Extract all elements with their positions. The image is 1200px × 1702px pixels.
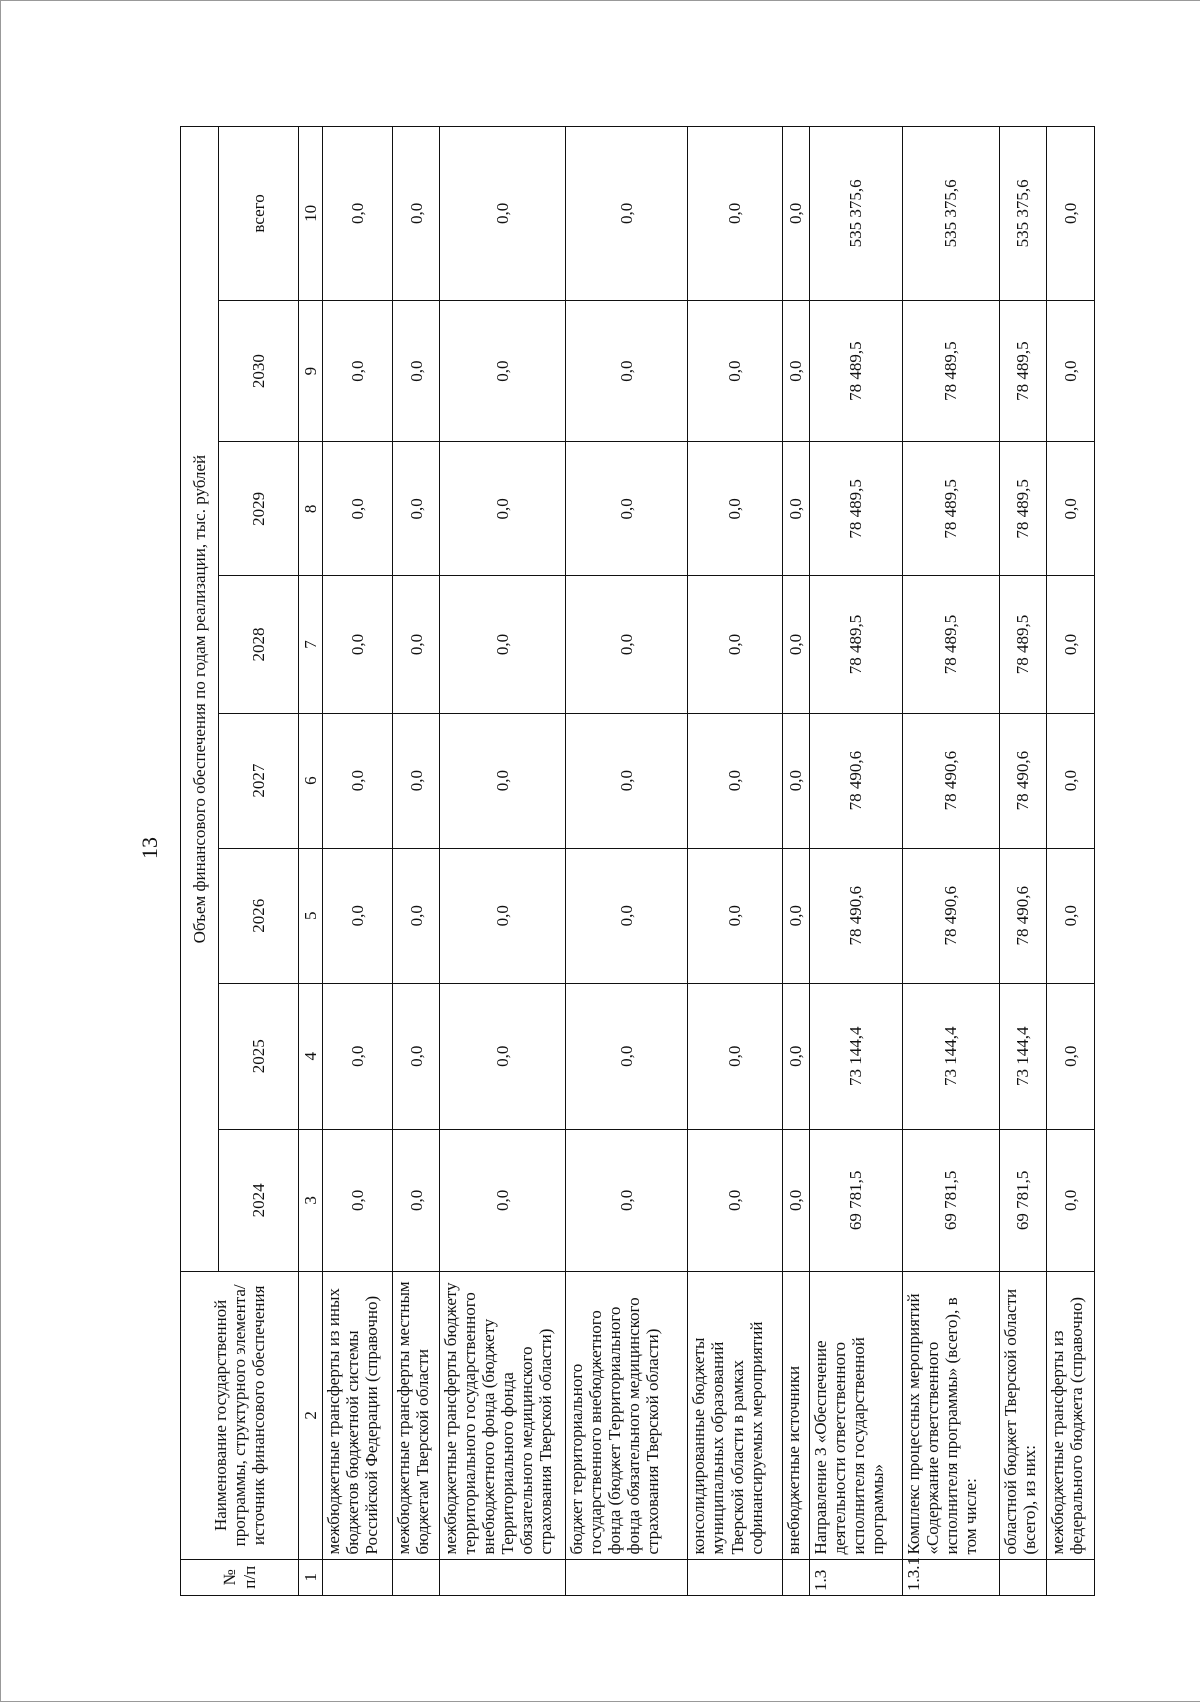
table-row (393, 127, 440, 1596)
cell-value: 0,0 (688, 1129, 782, 1272)
table-row (782, 127, 809, 1596)
cell-value: 0,0 (688, 576, 782, 713)
cell-value: 0,0 (323, 442, 393, 576)
cell-value: 78 490,6 (809, 713, 902, 848)
cell-value: 0,0 (323, 127, 393, 301)
cell-value: 0,0 (688, 300, 782, 442)
cell-value: 78 489,5 (902, 300, 999, 442)
header-year: 2025 (219, 983, 299, 1129)
page-number: 13 (137, 837, 162, 859)
cell-value: 0,0 (1046, 1129, 1094, 1272)
cell-value: 78 490,6 (809, 848, 902, 983)
column-number: 6 (299, 713, 323, 848)
row-name: межбюджетные трансферты из федерального бюджета (справочно) (1046, 1272, 1094, 1559)
cell-value: 535 375,6 (999, 127, 1046, 301)
column-number: 1 (299, 1559, 323, 1595)
cell-value: 0,0 (323, 983, 393, 1129)
cell-value: 0,0 (1046, 576, 1094, 713)
cell-value: 78 489,5 (902, 576, 999, 713)
cell-value: 0,0 (393, 713, 440, 848)
cell-value: 0,0 (440, 713, 566, 848)
header-year: 2024 (219, 1129, 299, 1272)
cell-value: 69 781,5 (809, 1129, 902, 1272)
row-name: консолидированные бюджеты муниципальных образований Тверской области в рамках софинансируемых мероприятий (688, 1272, 782, 1559)
cell-value: 0,0 (323, 576, 393, 713)
row-number (440, 1559, 566, 1595)
row-name: Направление 3 «Обеспечение деятельности ответственного исполнителя государственной программы» (809, 1272, 902, 1559)
cell-value: 0,0 (393, 300, 440, 442)
cell-value: 0,0 (1046, 127, 1094, 301)
rotated-table-container (180, 126, 1095, 1596)
column-number: 2 (299, 1272, 323, 1559)
header-year: 2027 (219, 713, 299, 848)
column-number: 7 (299, 576, 323, 713)
table-row (1046, 127, 1094, 1596)
header-total: всего (219, 127, 299, 301)
cell-value: 0,0 (566, 713, 688, 848)
row-name: межбюджетные трансферты бюджету территориального государственного внебюджетного фонда (бюджету Территориального фонда обязательного медицинского страхования Тверской области) (440, 1272, 566, 1559)
cell-value: 78 489,5 (809, 300, 902, 442)
row-number: 1.3 (809, 1559, 902, 1595)
cell-value: 78 490,6 (999, 848, 1046, 983)
header-name: Наименование государственной программы, структурного элемента/источник финансового обеспечения (181, 1272, 299, 1559)
row-number (999, 1559, 1046, 1595)
cell-value: 0,0 (688, 848, 782, 983)
row-number (1046, 1559, 1094, 1595)
cell-value: 78 490,6 (902, 713, 999, 848)
row-name: бюджет территориального государственного внебюджетного фонда (бюджет Территориального фонда обязательного медицинского страхования Тверской области) (566, 1272, 688, 1559)
cell-value: 0,0 (323, 1129, 393, 1272)
cell-value: 0,0 (782, 1129, 809, 1272)
header-year: 2029 (219, 442, 299, 576)
cell-value: 73 144,4 (999, 983, 1046, 1129)
cell-value: 0,0 (688, 713, 782, 848)
cell-value: 78 490,6 (902, 848, 999, 983)
cell-value: 0,0 (440, 1129, 566, 1272)
cell-value: 78 489,5 (809, 442, 902, 576)
header-year: 2026 (219, 848, 299, 983)
cell-value: 0,0 (323, 300, 393, 442)
cell-value: 0,0 (393, 848, 440, 983)
header-year: 2030 (219, 300, 299, 442)
column-number: 3 (299, 1129, 323, 1272)
row-number: 1.3.1 (902, 1559, 999, 1595)
cell-value: 0,0 (688, 442, 782, 576)
cell-value: 78 489,5 (999, 576, 1046, 713)
row-number (566, 1559, 688, 1595)
cell-value: 0,0 (566, 442, 688, 576)
cell-value: 78 489,5 (809, 576, 902, 713)
cell-value: 0,0 (782, 127, 809, 301)
cell-value: 0,0 (393, 576, 440, 713)
table-row (902, 127, 999, 1596)
cell-value: 73 144,4 (902, 983, 999, 1129)
cell-value: 0,0 (566, 127, 688, 301)
header-year: 2028 (219, 576, 299, 713)
row-name: внебюджетные источники (782, 1272, 809, 1559)
cell-value: 78 489,5 (999, 300, 1046, 442)
scan-edge-top (0, 0, 1200, 1)
row-number (688, 1559, 782, 1595)
cell-value: 0,0 (1046, 442, 1094, 576)
row-name: областной бюджет Тверской области (всего), из них: (999, 1272, 1046, 1559)
table-row (999, 127, 1046, 1596)
cell-value: 69 781,5 (999, 1129, 1046, 1272)
cell-value: 0,0 (688, 127, 782, 301)
cell-value: 0,0 (782, 576, 809, 713)
column-number: 9 (299, 300, 323, 442)
column-number: 8 (299, 442, 323, 576)
cell-value: 0,0 (566, 300, 688, 442)
row-number (393, 1559, 440, 1595)
cell-value: 0,0 (782, 300, 809, 442)
cell-value: 0,0 (782, 442, 809, 576)
cell-value: 0,0 (782, 713, 809, 848)
row-number (323, 1559, 393, 1595)
cell-value: 0,0 (1046, 300, 1094, 442)
scan-edge-left (0, 0, 1, 1702)
header-num: № п/п (181, 1559, 299, 1595)
row-name: межбюджетные трансферты местным бюджетам Тверской области (393, 1272, 440, 1559)
cell-value: 78 489,5 (902, 442, 999, 576)
table-row (809, 127, 902, 1596)
header-volume: Объем финансового обеспечения по годам реализации, тыс. рублей (181, 127, 219, 1272)
table-row (323, 127, 393, 1596)
cell-value: 0,0 (566, 848, 688, 983)
column-number: 4 (299, 983, 323, 1129)
cell-value: 0,0 (440, 442, 566, 576)
cell-value: 78 489,5 (999, 442, 1046, 576)
column-number: 10 (299, 127, 323, 301)
cell-value: 0,0 (323, 848, 393, 983)
cell-value: 0,0 (440, 300, 566, 442)
row-name: Комплекс процессных мероприятий «Содержание ответственного исполнителя программы» (всего), в том числе: (902, 1272, 999, 1559)
cell-value: 0,0 (566, 1129, 688, 1272)
cell-value: 0,0 (566, 576, 688, 713)
table-row (566, 127, 688, 1596)
row-number (782, 1559, 809, 1595)
financing-table (180, 126, 1095, 1596)
table-row (440, 127, 566, 1596)
column-number: 5 (299, 848, 323, 983)
cell-value: 69 781,5 (902, 1129, 999, 1272)
cell-value: 535 375,6 (902, 127, 999, 301)
cell-value: 0,0 (782, 848, 809, 983)
cell-value: 0,0 (782, 983, 809, 1129)
cell-value: 0,0 (1046, 983, 1094, 1129)
cell-value: 0,0 (1046, 713, 1094, 848)
cell-value: 0,0 (393, 127, 440, 301)
cell-value: 0,0 (440, 127, 566, 301)
cell-value: 0,0 (393, 1129, 440, 1272)
cell-value: 0,0 (440, 983, 566, 1129)
cell-value: 0,0 (393, 442, 440, 576)
cell-value: 73 144,4 (809, 983, 902, 1129)
cell-value: 0,0 (1046, 848, 1094, 983)
cell-value: 535 375,6 (809, 127, 902, 301)
cell-value: 0,0 (688, 983, 782, 1129)
cell-value: 0,0 (566, 983, 688, 1129)
table-row (688, 127, 782, 1596)
cell-value: 78 490,6 (999, 713, 1046, 848)
row-name: межбюджетные трансферты из иных бюджетов бюджетной системы Российской Федерации (справочно) (323, 1272, 393, 1559)
cell-value: 0,0 (393, 983, 440, 1129)
cell-value: 0,0 (440, 576, 566, 713)
cell-value: 0,0 (323, 713, 393, 848)
cell-value: 0,0 (440, 848, 566, 983)
